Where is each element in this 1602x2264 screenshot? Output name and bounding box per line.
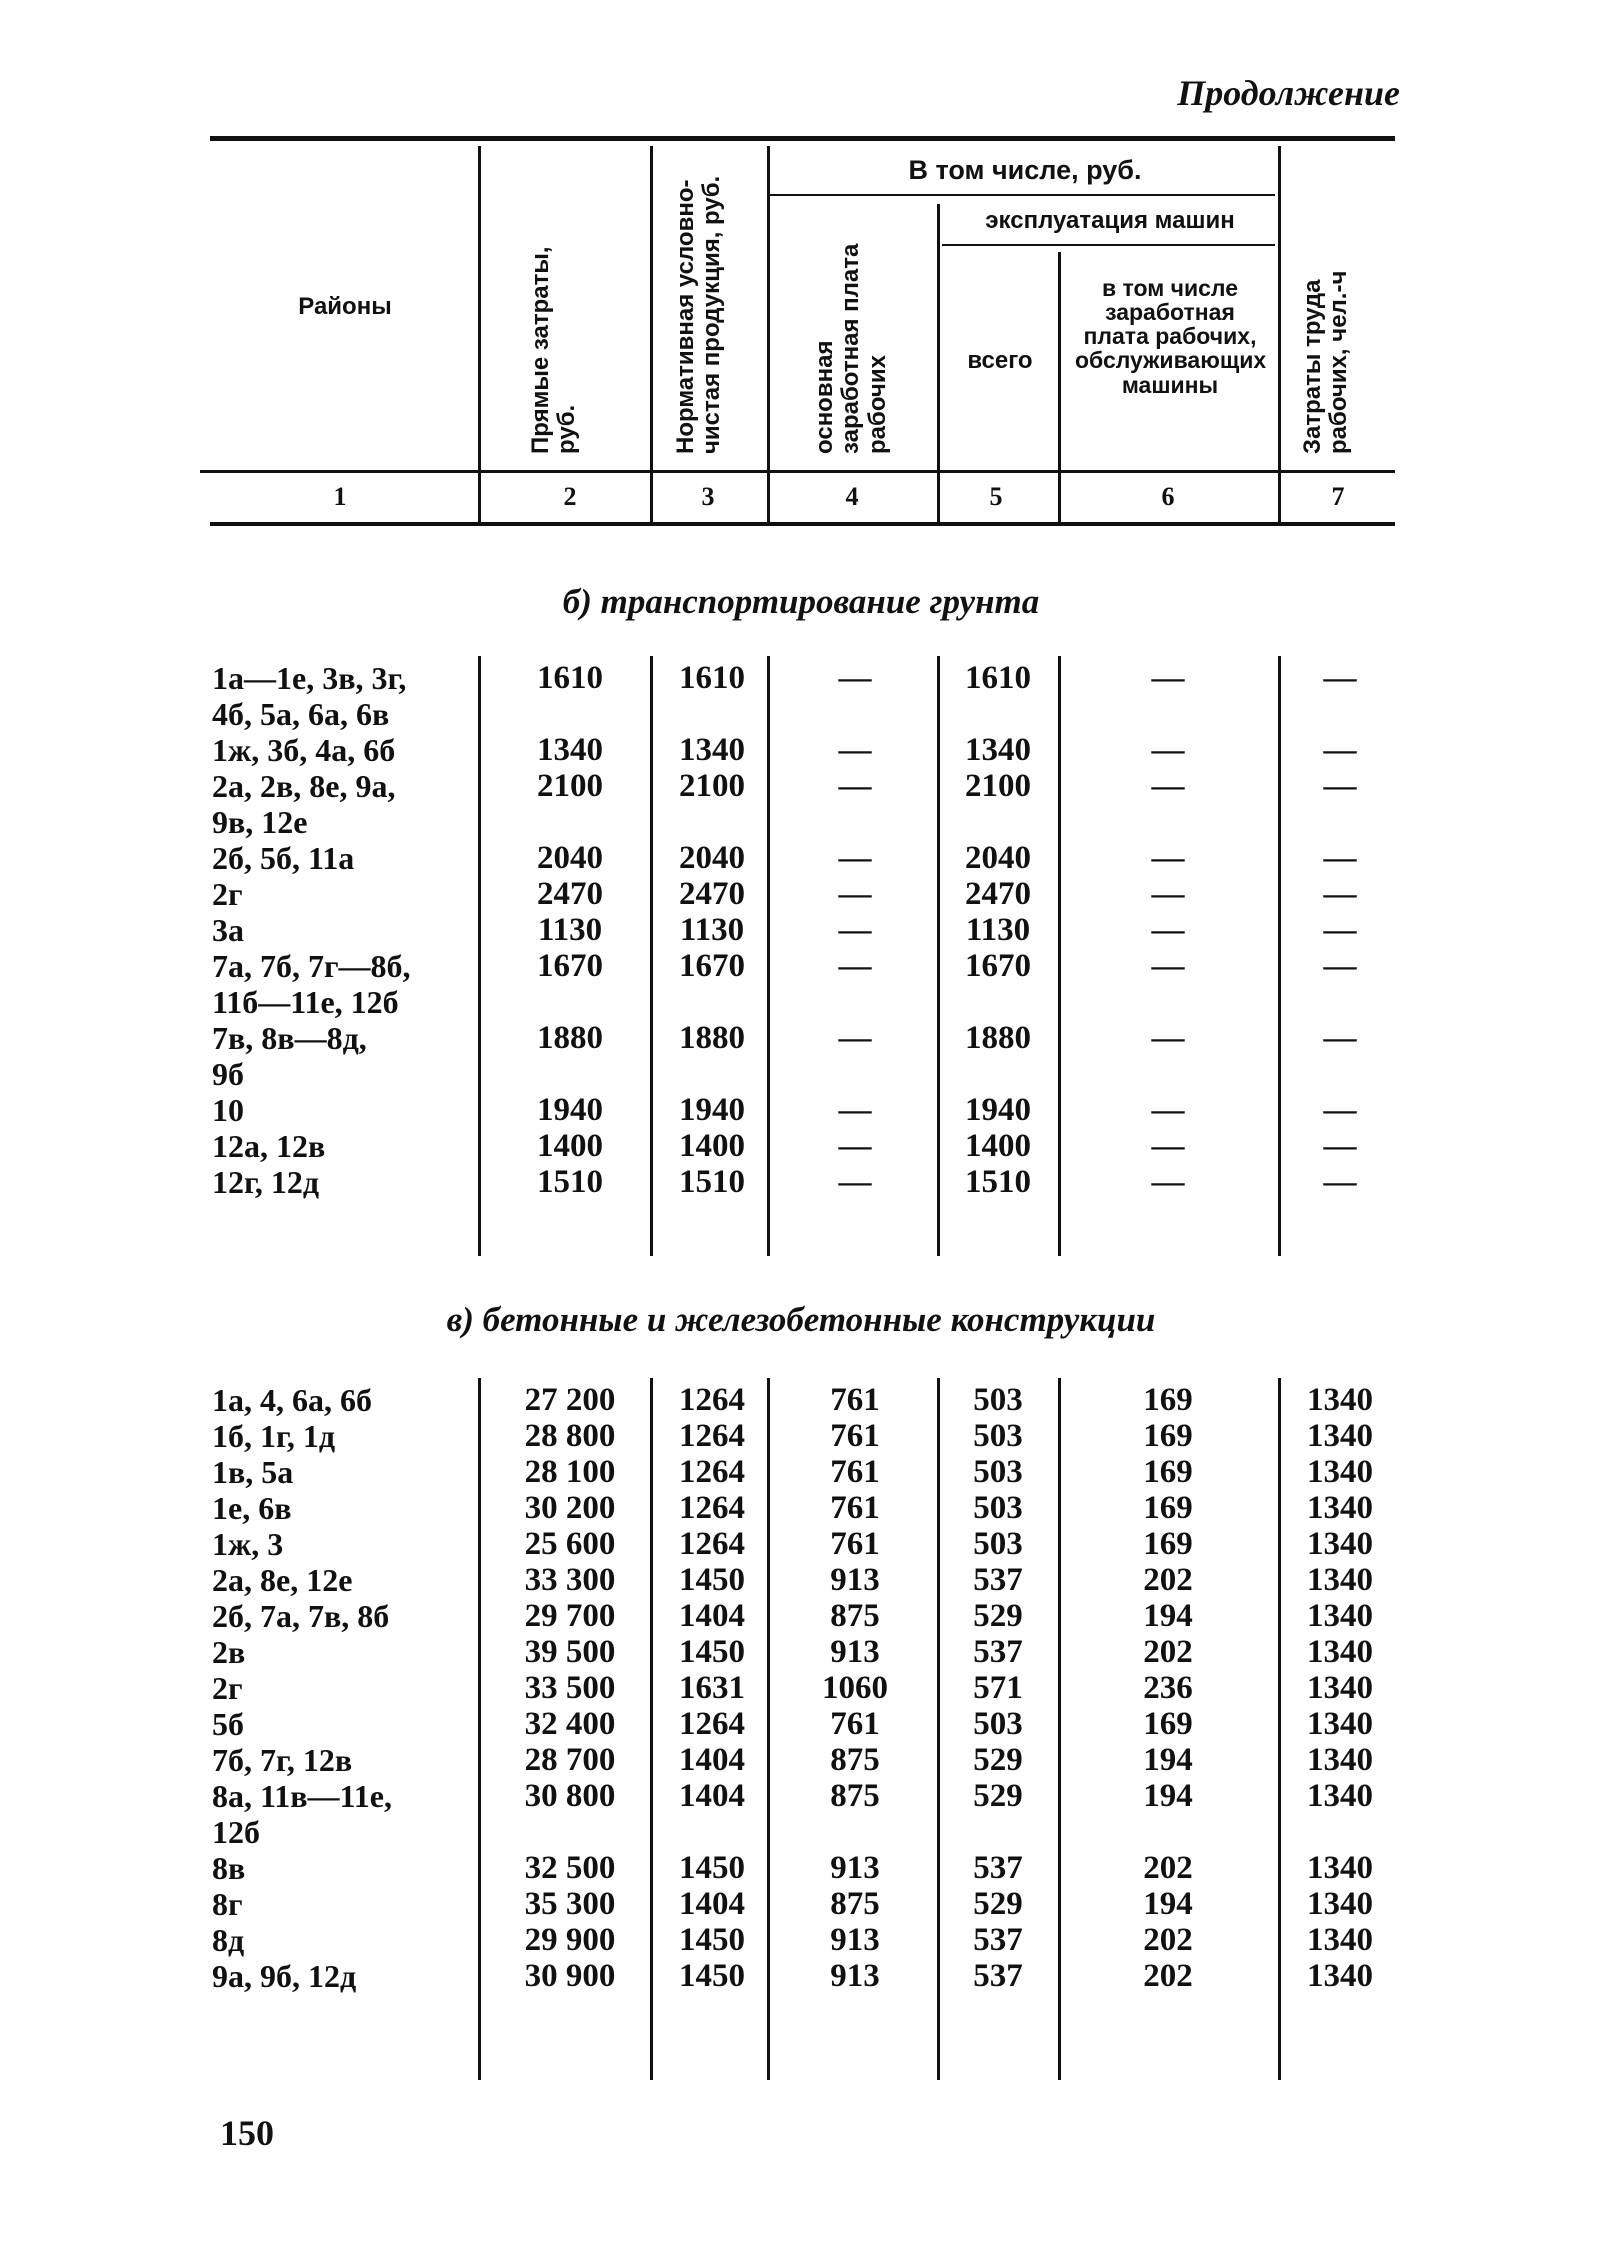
column-number-3: 3 xyxy=(701,482,715,511)
section-title-concrete: в) бетонные и железобетонные конструкции xyxy=(446,1300,1156,1339)
cell-c3: 1264 xyxy=(679,1490,745,1526)
region-label: 2а, 8е, 12е xyxy=(212,1562,353,1598)
cell-c4: — xyxy=(838,1164,872,1200)
cell-c5: 537 xyxy=(973,1562,1023,1598)
region-label: 1е, 6в xyxy=(212,1490,292,1526)
cell-c4: — xyxy=(838,1092,872,1128)
cell-c7: 1340 xyxy=(1307,1922,1373,1958)
cell-c7: 1340 xyxy=(1307,1706,1373,1742)
region-label: 2б, 5б, 11а xyxy=(212,840,355,876)
cell-c2: 35 300 xyxy=(524,1886,616,1922)
region-label: 9в, 12е xyxy=(212,804,308,840)
table-row xyxy=(0,1490,1602,1526)
cell-c7: 1340 xyxy=(1307,1526,1373,1562)
region-label: 1б, 1г, 1д xyxy=(212,1418,336,1454)
cell-c3: 1400 xyxy=(679,1128,745,1164)
cell-c4: 1060 xyxy=(822,1670,888,1706)
cell-c3: 1404 xyxy=(679,1742,745,1778)
cell-c4: — xyxy=(838,732,872,768)
cell-c2: 33 300 xyxy=(524,1562,616,1598)
continued-label: Продолжение xyxy=(1177,73,1400,113)
header-vline xyxy=(478,146,481,524)
cell-c4: — xyxy=(838,912,872,948)
table-row xyxy=(0,1526,1602,1562)
region-label: 4б, 5а, 6а, 6в xyxy=(212,696,390,732)
cell-c2: 1880 xyxy=(537,1020,603,1056)
cell-c5: 503 xyxy=(973,1706,1023,1742)
cell-c7: 1340 xyxy=(1307,1598,1373,1634)
table-row xyxy=(0,1454,1602,1490)
table-row xyxy=(0,1706,1602,1742)
cell-c6: 194 xyxy=(1143,1598,1193,1634)
page-number: 150 xyxy=(220,2113,274,2153)
cell-c2: 1130 xyxy=(537,912,603,948)
cell-c6: 202 xyxy=(1143,1634,1193,1670)
cell-c3: 1404 xyxy=(679,1778,745,1814)
cell-c2: 30 900 xyxy=(524,1958,616,1994)
cell-c3: 1264 xyxy=(679,1382,745,1418)
region-label: 3а xyxy=(212,912,244,948)
region-label: 1в, 5а xyxy=(212,1454,294,1490)
header-districts: Районы xyxy=(298,293,392,320)
column-number-7: 7 xyxy=(1331,482,1345,511)
region-label: 2а, 2в, 8е, 9а, xyxy=(212,768,396,804)
cell-c2: 28 100 xyxy=(524,1454,616,1490)
cell-c3: 1450 xyxy=(679,1958,745,1994)
machine-ops-rule xyxy=(942,244,1275,246)
cell-c2: 1610 xyxy=(537,660,603,696)
cell-c6: — xyxy=(1151,1128,1185,1164)
cell-c2: 39 500 xyxy=(524,1634,616,1670)
cell-c5: 1130 xyxy=(965,912,1031,948)
cell-c3: 2040 xyxy=(679,840,745,876)
table-row xyxy=(0,1382,1602,1418)
cell-c6: 169 xyxy=(1143,1706,1193,1742)
region-label: 1ж, 3 xyxy=(212,1526,284,1562)
cell-c3: 1264 xyxy=(679,1454,745,1490)
cell-c3: 1631 xyxy=(679,1670,745,1706)
cell-c2: 1510 xyxy=(537,1164,603,1200)
cell-c6: — xyxy=(1151,1092,1185,1128)
cell-c7: 1340 xyxy=(1307,1634,1373,1670)
header-machine-ops: эксплуатация машин xyxy=(985,207,1235,234)
cell-c6: — xyxy=(1151,912,1185,948)
cell-c3: 1404 xyxy=(679,1598,745,1634)
region-label: 1а—1е, 3в, 3г, xyxy=(212,660,407,696)
region-label: 2б, 7а, 7в, 8б xyxy=(212,1598,390,1634)
header-vline xyxy=(1278,146,1281,524)
header-vline xyxy=(650,146,653,524)
header-bottom-rule xyxy=(210,522,1395,526)
cell-c5: 1880 xyxy=(965,1020,1031,1056)
cell-c3: 1610 xyxy=(679,660,745,696)
cell-c6: 169 xyxy=(1143,1454,1193,1490)
cell-c6: 202 xyxy=(1143,1922,1193,1958)
cell-c3: 1404 xyxy=(679,1886,745,1922)
cell-c5: 1400 xyxy=(965,1128,1031,1164)
table-row xyxy=(0,1922,1602,1958)
header-direct-costs: Прямые затраты, руб. xyxy=(527,246,581,454)
cell-c6: 202 xyxy=(1143,1958,1193,1994)
cell-c4: 761 xyxy=(830,1526,880,1562)
region-label: 9б xyxy=(212,1056,244,1092)
cell-c7: 1340 xyxy=(1307,1490,1373,1526)
cell-c4: — xyxy=(838,948,872,984)
table-row xyxy=(0,1020,1602,1092)
cell-c7: 1340 xyxy=(1307,1418,1373,1454)
cell-c7: 1340 xyxy=(1307,1958,1373,1994)
cell-c5: 2470 xyxy=(965,876,1031,912)
cell-c7: 1340 xyxy=(1307,1778,1373,1814)
header-mid-rule xyxy=(200,470,1395,473)
cell-c6: 169 xyxy=(1143,1418,1193,1454)
including-rule xyxy=(770,194,1275,196)
cell-c4: — xyxy=(838,768,872,804)
cell-c4: — xyxy=(838,1128,872,1164)
cell-c2: 25 600 xyxy=(524,1526,616,1562)
cell-c2: 1400 xyxy=(537,1128,603,1164)
cell-c6: — xyxy=(1151,1020,1185,1056)
cell-c5: 503 xyxy=(973,1490,1023,1526)
cell-c4: 913 xyxy=(830,1562,880,1598)
cell-c2: 29 700 xyxy=(524,1598,616,1634)
cell-c5: 529 xyxy=(973,1778,1023,1814)
region-label: 10 xyxy=(212,1092,244,1128)
header-vline xyxy=(1058,252,1061,524)
cell-c4: 875 xyxy=(830,1886,880,1922)
cell-c6: 194 xyxy=(1143,1886,1193,1922)
cell-c2: 2040 xyxy=(537,840,603,876)
cell-c4: — xyxy=(838,840,872,876)
column-number-5: 5 xyxy=(989,482,1003,511)
cell-c4: 761 xyxy=(830,1706,880,1742)
region-label: 9а, 9б, 12д xyxy=(212,1958,357,1994)
cell-c4: 761 xyxy=(830,1454,880,1490)
cell-c3: 1130 xyxy=(679,912,745,948)
cell-c5: 2100 xyxy=(965,768,1031,804)
table-row xyxy=(0,840,1602,876)
cell-c7: 1340 xyxy=(1307,1670,1373,1706)
cell-c4: 913 xyxy=(830,1958,880,1994)
cell-c7: — xyxy=(1323,876,1357,912)
region-label: 1ж, 3б, 4а, 6б xyxy=(212,732,396,768)
cell-c3: 1264 xyxy=(679,1706,745,1742)
cell-c4: — xyxy=(838,660,872,696)
cell-c6: — xyxy=(1151,768,1185,804)
cell-c5: 537 xyxy=(973,1850,1023,1886)
cell-c5: 503 xyxy=(973,1526,1023,1562)
table-row xyxy=(0,1850,1602,1886)
cell-c6: 194 xyxy=(1143,1778,1193,1814)
cell-c3: 1940 xyxy=(679,1092,745,1128)
cell-c3: 2470 xyxy=(679,876,745,912)
cell-c5: 529 xyxy=(973,1886,1023,1922)
cell-c3: 1450 xyxy=(679,1634,745,1670)
cell-c3: 1340 xyxy=(679,732,745,768)
column-number-1: 1 xyxy=(333,482,347,511)
region-label: 8г xyxy=(212,1886,243,1922)
cell-c2: 32 400 xyxy=(524,1706,616,1742)
cell-c5: 503 xyxy=(973,1418,1023,1454)
header-labor: Затраты труда рабочих, чел.-ч xyxy=(1299,270,1353,454)
cell-c2: 1340 xyxy=(537,732,603,768)
cell-c6: — xyxy=(1151,876,1185,912)
cell-c5: 1940 xyxy=(965,1092,1031,1128)
cell-c7: 1340 xyxy=(1307,1886,1373,1922)
region-label: 8д xyxy=(212,1922,245,1958)
cell-c3: 1450 xyxy=(679,1562,745,1598)
header-vline xyxy=(767,146,770,524)
region-label: 2г xyxy=(212,876,243,912)
cell-c7: 1340 xyxy=(1307,1382,1373,1418)
column-number-6: 6 xyxy=(1161,482,1175,511)
region-label: 7в, 8в—8д, xyxy=(212,1020,367,1056)
cell-c6: 202 xyxy=(1143,1850,1193,1886)
region-label: 11б—11е, 12б xyxy=(212,984,399,1020)
cell-c7: — xyxy=(1323,1128,1357,1164)
cell-c5: 529 xyxy=(973,1598,1023,1634)
column-number-2: 2 xyxy=(563,482,577,511)
table-row xyxy=(0,1562,1602,1598)
cell-c5: 537 xyxy=(973,1922,1023,1958)
cell-c7: — xyxy=(1323,732,1357,768)
cell-c3: 1450 xyxy=(679,1922,745,1958)
cell-c3: 2100 xyxy=(679,768,745,804)
header-base-wage: основная заработная плата рабочих xyxy=(811,243,891,454)
cell-c2: 1940 xyxy=(537,1092,603,1128)
region-label: 7а, 7б, 7г—8б, xyxy=(212,948,411,984)
cell-c6: — xyxy=(1151,660,1185,696)
cell-c2: 32 500 xyxy=(524,1850,616,1886)
region-label: 12г, 12д xyxy=(212,1164,320,1200)
cell-c4: 913 xyxy=(830,1922,880,1958)
cell-c7: — xyxy=(1323,1020,1357,1056)
cell-c5: 537 xyxy=(973,1958,1023,1994)
table-row xyxy=(0,912,1602,948)
table-row xyxy=(0,1092,1602,1128)
cell-c4: 761 xyxy=(830,1490,880,1526)
table-row xyxy=(0,1164,1602,1200)
cell-c4: 875 xyxy=(830,1778,880,1814)
cell-c6: 194 xyxy=(1143,1742,1193,1778)
cell-c7: 1340 xyxy=(1307,1742,1373,1778)
cell-c5: 1610 xyxy=(965,660,1031,696)
cell-c7: — xyxy=(1323,912,1357,948)
header-total: всего xyxy=(967,347,1033,374)
cell-c5: 503 xyxy=(973,1454,1023,1490)
cell-c7: 1340 xyxy=(1307,1454,1373,1490)
region-label: 2г xyxy=(212,1670,243,1706)
cell-c5: 571 xyxy=(973,1670,1023,1706)
cell-c2: 2470 xyxy=(537,876,603,912)
region-label: 1а, 4, 6а, 6б xyxy=(212,1382,372,1418)
cell-c2: 30 800 xyxy=(524,1778,616,1814)
cell-c2: 33 500 xyxy=(524,1670,616,1706)
table-row xyxy=(0,660,1602,732)
cell-c3: 1450 xyxy=(679,1850,745,1886)
cell-c7: — xyxy=(1323,948,1357,984)
cell-c7: — xyxy=(1323,1164,1357,1200)
header-normative-net: Нормативная условно-чистая продукция, руб. xyxy=(672,175,726,454)
cell-c5: 1670 xyxy=(965,948,1031,984)
cell-c2: 28 800 xyxy=(524,1418,616,1454)
column-number-4: 4 xyxy=(845,482,859,511)
table-row xyxy=(0,1598,1602,1634)
table-row xyxy=(0,948,1602,1020)
cell-c5: 1510 xyxy=(965,1164,1031,1200)
region-label: 8а, 11в—11е, xyxy=(212,1778,392,1814)
cell-c6: — xyxy=(1151,840,1185,876)
cell-c6: — xyxy=(1151,1164,1185,1200)
cell-c3: 1510 xyxy=(679,1164,745,1200)
cell-c3: 1880 xyxy=(679,1020,745,1056)
cell-c6: — xyxy=(1151,948,1185,984)
table-row xyxy=(0,1742,1602,1778)
header-incl-wage: в том числе заработная плата рабочих, обслуживающих машины xyxy=(1075,275,1267,398)
cell-c3: 1670 xyxy=(679,948,745,984)
region-label: 7б, 7г, 12в xyxy=(212,1742,353,1778)
cell-c4: 913 xyxy=(830,1850,880,1886)
cell-c4: 761 xyxy=(830,1382,880,1418)
table-row xyxy=(0,1634,1602,1670)
region-label: 12а, 12в xyxy=(212,1128,326,1164)
cell-c6: — xyxy=(1151,732,1185,768)
cell-c5: 1340 xyxy=(965,732,1031,768)
cell-c4: — xyxy=(838,876,872,912)
cell-c2: 27 200 xyxy=(524,1382,616,1418)
table-row xyxy=(0,768,1602,840)
cell-c6: 169 xyxy=(1143,1382,1193,1418)
table-row xyxy=(0,1778,1602,1850)
cell-c6: 202 xyxy=(1143,1562,1193,1598)
table-row xyxy=(0,1670,1602,1706)
region-label: 12б xyxy=(212,1814,260,1850)
cell-c2: 29 900 xyxy=(524,1922,616,1958)
cell-c3: 1264 xyxy=(679,1418,745,1454)
section-title-soil: б) транспортирование грунта xyxy=(562,582,1040,621)
header-vline xyxy=(937,204,940,524)
cell-c7: 1340 xyxy=(1307,1562,1373,1598)
table-row xyxy=(0,876,1602,912)
cell-c4: 875 xyxy=(830,1598,880,1634)
cell-c6: 169 xyxy=(1143,1526,1193,1562)
cell-c7: — xyxy=(1323,840,1357,876)
header-top-rule xyxy=(210,136,1395,141)
cell-c2: 30 200 xyxy=(524,1490,616,1526)
table-row xyxy=(0,1886,1602,1922)
cell-c4: — xyxy=(838,1020,872,1056)
cell-c5: 529 xyxy=(973,1742,1023,1778)
header-including: В том числе, руб. xyxy=(908,155,1142,185)
region-label: 2в xyxy=(212,1634,246,1670)
cell-c2: 2100 xyxy=(537,768,603,804)
cell-c5: 503 xyxy=(973,1382,1023,1418)
cell-c4: 761 xyxy=(830,1418,880,1454)
cell-c5: 537 xyxy=(973,1634,1023,1670)
region-label: 5б xyxy=(212,1706,244,1742)
region-label: 8в xyxy=(212,1850,246,1886)
cell-c3: 1264 xyxy=(679,1526,745,1562)
cell-c5: 2040 xyxy=(965,840,1031,876)
cell-c7: — xyxy=(1323,768,1357,804)
table-row xyxy=(0,732,1602,768)
table-row xyxy=(0,1958,1602,1994)
cell-c4: 875 xyxy=(830,1742,880,1778)
cell-c2: 1670 xyxy=(537,948,603,984)
cell-c4: 913 xyxy=(830,1634,880,1670)
table-row xyxy=(0,1128,1602,1164)
cell-c6: 236 xyxy=(1143,1670,1193,1706)
cell-c6: 169 xyxy=(1143,1490,1193,1526)
cell-c2: 28 700 xyxy=(524,1742,616,1778)
table-row xyxy=(0,1418,1602,1454)
cell-c7: — xyxy=(1323,660,1357,696)
cell-c7: 1340 xyxy=(1307,1850,1373,1886)
cell-c7: — xyxy=(1323,1092,1357,1128)
